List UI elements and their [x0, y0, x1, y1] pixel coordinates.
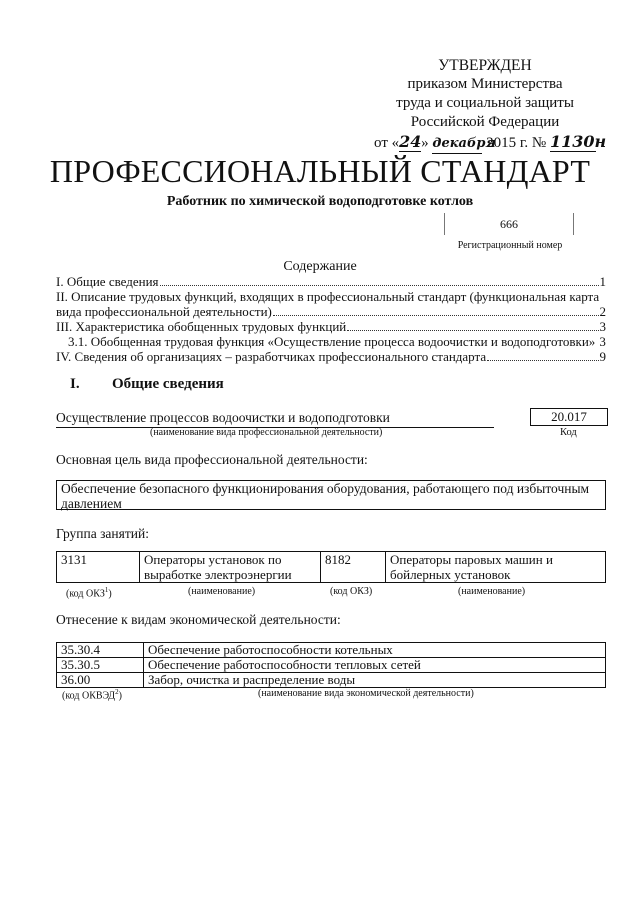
- okved-name-caption: (наименование вида экономической деятельности): [258, 688, 474, 699]
- toc-item-text: IV. Сведения об организациях – разработчиках профессионального стандарта: [56, 349, 487, 364]
- approval-heading: УТВЕРЖДЕН: [438, 57, 532, 74]
- okz-name: Операторы установок по выработке электроэнергии: [140, 552, 321, 583]
- approval-line-2: приказом Министерства: [407, 76, 563, 92]
- order-from: от «: [374, 135, 400, 151]
- okz-code-caption-2: (код ОКЗ): [330, 586, 373, 597]
- order-month: декабря: [432, 134, 482, 154]
- toc-item[interactable]: [56, 289, 606, 319]
- toc-leader: [273, 315, 599, 316]
- okved-table: [56, 642, 606, 688]
- order-day-close: »: [421, 135, 429, 151]
- table-row: [57, 643, 606, 658]
- toc-heading: Содержание: [283, 259, 357, 274]
- document-subtitle: Работник по химической водоподготовке котлов: [166, 194, 474, 209]
- okz-code: 8182: [321, 552, 386, 583]
- toc-item-page: 3: [599, 334, 606, 349]
- activity-name-caption: (наименование вида профессиональной деятельности): [150, 427, 383, 438]
- okved-code: 36.00: [57, 673, 144, 688]
- toc-leader: [487, 360, 598, 361]
- order-number: 1130н: [549, 132, 607, 151]
- okved-code: 35.30.4: [57, 643, 144, 658]
- purpose-text: Обеспечение безопасного функционирования оборудования, работающего под избыточным давлением: [56, 480, 606, 510]
- okz-name-caption-2: (наименование): [458, 586, 526, 597]
- registration-label: Регистрационный номер: [457, 240, 563, 251]
- activity-code-caption: Код: [560, 427, 577, 438]
- toc-item-text: II. Описание трудовых функций, входящих в профессиональный стандарт (функциональная карта: [56, 289, 600, 304]
- toc-item[interactable]: [56, 274, 606, 289]
- purpose-label: Основная цель вида профессиональной деятельности:: [56, 452, 368, 467]
- order-line: [360, 132, 610, 154]
- economic-label: Отнесение к видам экономической деятельности:: [56, 612, 341, 627]
- toc-item[interactable]: [56, 319, 606, 334]
- table-row: [57, 673, 606, 688]
- okved-code-caption: (код ОКВЭД$^2$): [62, 688, 122, 702]
- toc-item-text: I. Общие сведения: [56, 274, 159, 289]
- toc-item-text: 3.1. Обобщенная трудовая функция «Осуществление процесса водоочистки и водоподготовки»: [68, 334, 596, 349]
- table-row: [57, 552, 606, 583]
- approval-line-4: Российской Федерации: [410, 114, 560, 130]
- order-day: 24: [399, 132, 422, 151]
- toc-leader: [347, 330, 598, 331]
- toc-item-page: 3: [599, 319, 606, 334]
- toc-item-text-cont: вида профессиональной деятельности): [56, 304, 272, 319]
- okz-name: Операторы паровых машин и бойлерных установок: [386, 552, 606, 583]
- okz-code: 3131: [57, 552, 140, 583]
- okved-name: Обеспечение работоспособности котельных: [144, 643, 606, 658]
- okved-name: Обеспечение работоспособности тепловых сетей: [144, 658, 606, 673]
- section-title: Общие сведения: [112, 376, 224, 392]
- toc-item-page: 2: [599, 304, 606, 319]
- activity-code: 20.017: [530, 408, 608, 426]
- approval-line-3: труда и социальной защиты: [396, 95, 574, 111]
- toc-item-text: III. Характеристика обобщенных трудовых функций: [56, 319, 347, 334]
- okz-code-caption: (код ОКЗ$^1$): [66, 586, 112, 600]
- occupation-groups-label: Группа занятий:: [56, 526, 149, 541]
- toc-item-page: 1: [599, 274, 606, 289]
- table-row: [57, 658, 606, 673]
- okz-name-caption: (наименование): [188, 586, 256, 597]
- registration-number: 666: [444, 213, 574, 235]
- okved-name: Забор, очистка и распределение воды: [144, 673, 606, 688]
- toc-item[interactable]: [56, 349, 606, 364]
- table-of-contents: [56, 274, 606, 364]
- okz-table: [56, 551, 606, 583]
- section-number: I.: [70, 376, 80, 392]
- toc-item-page: 9: [599, 349, 606, 364]
- approval-block: [360, 56, 610, 154]
- document-title: ПРОФЕССИОНАЛЬНЫЙ СТАНДАРТ: [49, 153, 591, 189]
- toc-item[interactable]: [56, 334, 606, 349]
- activity-name: Осуществление процессов водоочистки и водоподготовки: [56, 410, 494, 428]
- order-year: 2015 г. №: [486, 135, 547, 151]
- toc-leader: [160, 285, 599, 286]
- okved-code: 35.30.5: [57, 658, 144, 673]
